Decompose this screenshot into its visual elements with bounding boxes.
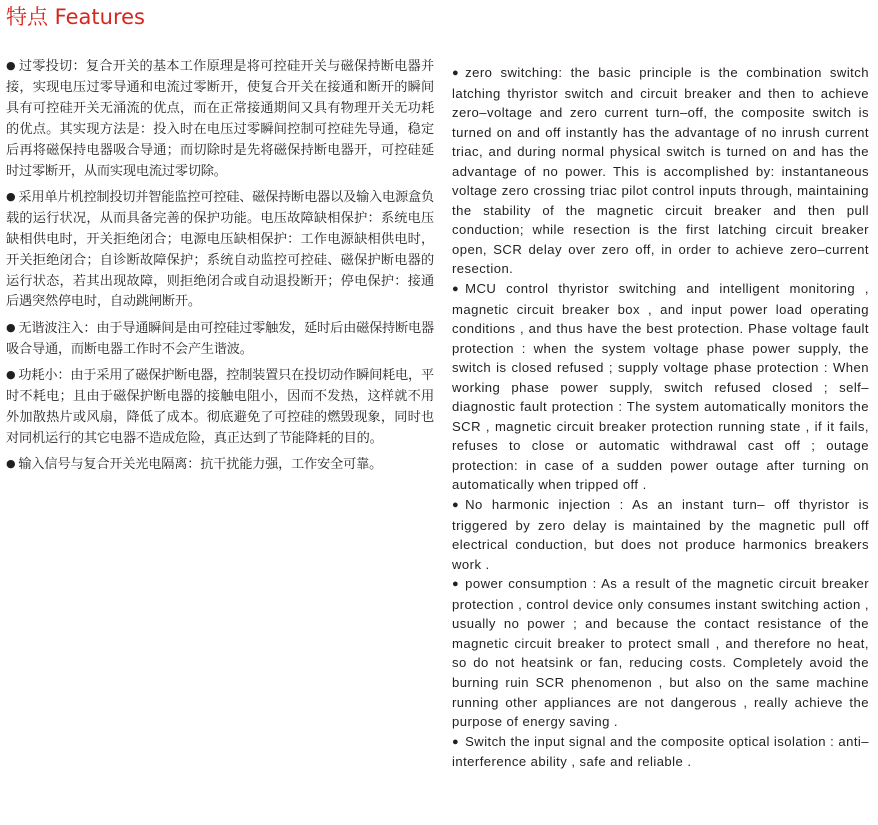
feature-text: 功耗小：由于采用了磁保护断电器，控制装置只在投切动作瞬间耗电，平时不耗电；且由于磁保护断电器的接触电阻小，因而不发热，这样就不用外加散热片或风扇，降低了成本。彻底避免了可控硅的燃毁现象，同时也对同机运行的其它电器不造成危险，真正达到了节能降耗的目的。 <box>6 368 435 446</box>
feature-text: zero switching: the basic principle is the combination switch latching thyristor switch and circuit breaker and then to achieve zero–voltage and zero current turn–off, the composite switch is turned on and off instantly has the advantage of no inrush current triac, and during normal physical switch is turned on and has the advantage of no power. This is accomplished by: instantaneous voltage zero crossing triac pilot control inputs through, maintaining the stability of the magnetic circuit breaker and then pull conduction; while resection is the first latching circuit breaker open, SCR delay over zero off, in order to achieve zero–current resection. <box>452 65 869 277</box>
feature-low-power-en <box>452 574 869 731</box>
bullet-icon: ● <box>6 320 16 334</box>
bullet-icon: ● <box>452 499 460 512</box>
feature-mcu-control-cn <box>6 187 434 313</box>
bullet-icon: ● <box>6 368 16 382</box>
bullet-icon: ● <box>452 578 460 591</box>
feature-zero-switching-en <box>452 63 869 279</box>
english-feature-list <box>452 63 869 772</box>
bullet-icon: ● <box>452 67 460 79</box>
chinese-feature-list <box>6 56 434 481</box>
bullet-icon: ● <box>6 457 16 471</box>
feature-no-harmonic-en <box>452 495 869 574</box>
feature-text: power consumption : As a result of the magnetic circuit breaker protection , control device only consumes instant switching action , usually no power ; and because the contact resistance of the magnetic circuit breaker to protect small , and therefore no heat, so do not heatsink or fan, reducing costs. Completely avoid the burning ruin SCR phenomenon , but also on the same machine running other appliances are not dangerous , really achieve the purpose of energy saving . <box>452 576 869 730</box>
feature-no-harmonic-cn <box>6 318 434 361</box>
page-title: 特点 Features <box>6 5 145 29</box>
feature-mcu-control-en <box>452 279 869 495</box>
feature-isolation-en <box>452 732 869 772</box>
bullet-icon: ● <box>6 189 16 203</box>
bullet-icon: ● <box>452 735 460 748</box>
feature-zero-switching-cn <box>6 56 434 182</box>
feature-text: MCU control thyristor switching and intelligent monitoring , magnetic circuit breaker box , and input power load operating conditions , and thus have the best protection. Phase voltage fault protection : when the system voltage phase power supply, the switch is closed refused ; supply voltage phase protection : When working phase power supply, switch refused closed ; self–diagnostic fault protection : The system automatically monitors the SCR , magnetic circuit breaker protection running state , if it fails, refuses to close or automatic withdrawal cast off ; outage protection: in case of a sudden power outage after turning on automatically when tripped off . <box>452 281 869 493</box>
feature-low-power-cn <box>6 365 434 450</box>
bullet-icon: ● <box>6 59 16 72</box>
feature-isolation-cn <box>6 454 434 476</box>
feature-text: 采用单片机控制投切并智能监控可控硅、磁保持断电器以及输入电源盒负载的运行状况，从而具备完善的保护功能。电压故障缺相保护：系统电压缺相供电时，开关拒绝闭合；电源电压缺相保护：工作电源缺相供电时，开关拒绝闭合；自诊断故障保护；系统自动监控可控硅、磁保护断电器的运行状态，若其出现故障，则拒绝闭合或自动退投断开；停电保护：接通后遇突然停电时，自动跳闸断开。 <box>6 189 435 310</box>
feature-text: Switch the input signal and the composite optical isolation : anti–interference ability , safe and reliable . <box>452 733 869 770</box>
feature-text: 无谐波注入：由于导通瞬间是由可控硅过零触发，延时后由磁保持断电器吸合导通，而断电器工作时不会产生谐波。 <box>6 320 435 357</box>
feature-text: 过零投切：复合开关的基本工作原理是将可控硅开关与磁保持断电器并接，实现电压过零导通和电流过零断开，使复合开关在接通和断开的瞬间具有可控硅开关无涌流的优点，而在正常接通期间又具有物理开关无功耗的优点。其实现方法是：投入时在电压过零瞬间控制可控硅先导通，稳定后再将磁保持电器吸合导通；而切除时是先将磁保持断电器开，可控硅延时过零断开，从而实现电流过零切除。 <box>6 59 434 179</box>
feature-text: 输入信号与复合开关光电隔离：抗干扰能力强，工作安全可靠。 <box>18 457 383 473</box>
bullet-icon: ● <box>452 283 460 296</box>
feature-text: No harmonic injection : As an instant turn– off thyristor is triggered by zero delay is maintained by the magnetic pull off electrical conduction, but does not produce harmonics breakers work . <box>452 497 869 572</box>
